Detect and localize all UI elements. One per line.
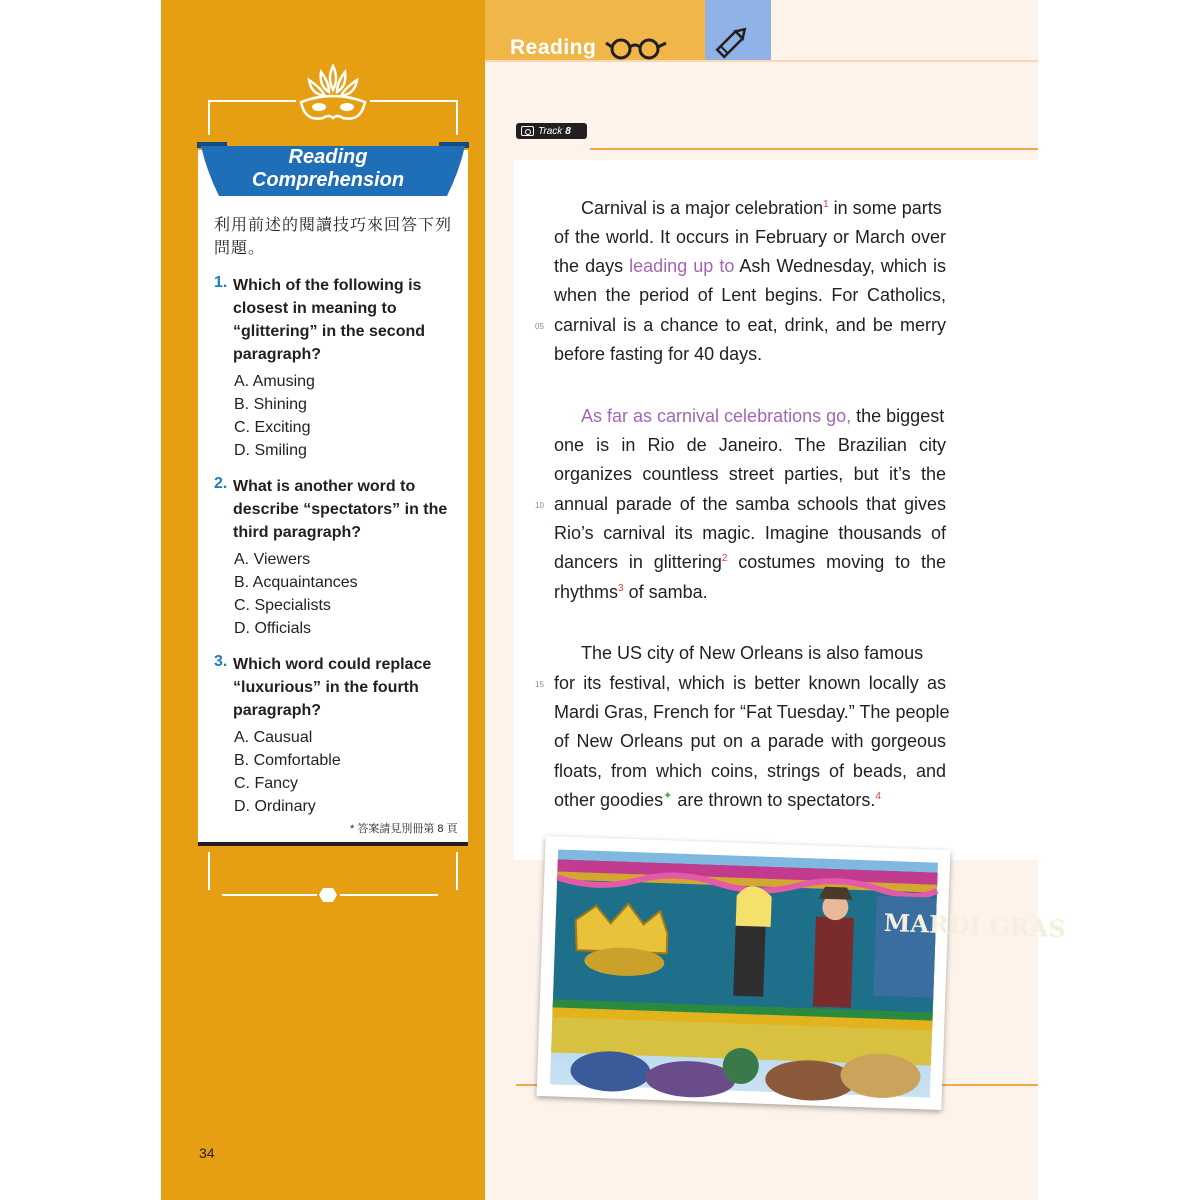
- frame-line: [456, 852, 458, 890]
- instruction-text: 利用前述的閱讀技巧來回答下列問題。: [214, 217, 453, 257]
- frame-line: [208, 100, 210, 135]
- card-bottom-bar: [198, 842, 468, 846]
- p2-line-2: one is in Rio de Janeiro. The Brazilian city: [554, 435, 946, 455]
- question-text: Which word could replace “luxurious” in the fourth paragraph?: [233, 656, 432, 719]
- question-text: What is another word to describe “spectators” in the third paragraph?: [233, 478, 448, 541]
- p1-line-5: carnival is a chance to eat, drink, and be merry: [554, 315, 946, 335]
- banner-title-line-2: Comprehension: [251, 169, 405, 191]
- line-number: 10: [535, 501, 544, 510]
- question-number: 3.: [214, 653, 228, 670]
- option: D. Officials: [234, 620, 312, 637]
- options-list: [234, 726, 341, 818]
- frame-line: [340, 894, 438, 896]
- line-number: 15: [535, 680, 544, 689]
- p1-line-1: Carnival is a major celebration$^1$ in some parts: [581, 198, 942, 218]
- track-number: 8: [565, 125, 571, 137]
- frame-line: [370, 100, 458, 102]
- question-number: 1.: [214, 274, 228, 291]
- p1-line-4: when the period of Lent begins. For Catholics,: [554, 285, 946, 305]
- frame-line: [222, 894, 317, 896]
- p1-line-6: before fasting for 40 days.: [554, 344, 763, 364]
- hexagon-ornament-icon: [318, 887, 338, 903]
- header-divider: [485, 60, 1038, 62]
- option: B. Shining: [234, 396, 307, 413]
- photo-image: [550, 849, 1067, 1097]
- p1-line-3: the days leading up to Ash Wednesday, which is: [554, 256, 947, 276]
- p3-line-3: Mardi Gras, French for “Fat Tuesday.” The people: [554, 702, 950, 722]
- option: C. Exciting: [234, 419, 311, 436]
- p2-line-7: rhythms$^3$ of samba.: [554, 582, 708, 602]
- banner-title-line-1: Reading: [288, 146, 368, 168]
- float-sign-text: MARDI GRAS: [883, 907, 1067, 944]
- question-number: 2.: [214, 475, 228, 492]
- p2-line-1: As far as carnival celebrations go, the biggest: [581, 406, 945, 426]
- mardi-gras-photo: [537, 836, 1067, 1110]
- p3-line-5: floats, from which coins, strings of beads, and: [554, 761, 946, 781]
- option: A. Causual: [234, 729, 313, 746]
- option: B. Comfortable: [234, 752, 341, 769]
- options-list: [234, 370, 315, 462]
- pencil-icon: [712, 24, 752, 60]
- p2-line-5: Rio’s carnival its magic. Imagine thousands of: [554, 523, 946, 543]
- frame-line: [208, 852, 210, 890]
- option: D. Smiling: [234, 442, 307, 459]
- track-label: Track: [538, 125, 563, 137]
- p2-line-3: organizes countless street parties, but it’s the: [554, 464, 946, 484]
- option: A. Viewers: [234, 551, 311, 568]
- option: C. Fancy: [234, 775, 299, 792]
- question-text: Which of the following is closest in meaning to “glittering” in the second paragraph?: [233, 277, 426, 363]
- line-number: 05: [535, 322, 544, 331]
- cd-audio-icon: [521, 126, 534, 136]
- page-number: 34: [199, 1145, 215, 1161]
- option: B. Acquaintances: [234, 574, 358, 591]
- frame-line: [456, 100, 458, 135]
- option: A. Amusing: [234, 373, 315, 390]
- p3-line-4: of New Orleans put on a parade with gorgeous: [554, 731, 946, 751]
- carnival-mask-icon: [293, 62, 373, 132]
- p3-line-6: other goodies✦ are thrown to spectators.$^4$: [554, 790, 881, 810]
- option: C. Specialists: [234, 597, 331, 614]
- p2-line-4: annual parade of the samba schools that gives: [554, 494, 946, 514]
- track-badge[interactable]: [516, 123, 587, 139]
- option: D. Ordinary: [234, 798, 316, 815]
- p3-line-1: The US city of New Orleans is also famous: [581, 643, 924, 663]
- p3-line-2: for its festival, which is better known locally as: [554, 673, 946, 693]
- frame-line: [208, 100, 296, 102]
- glasses-icon: [604, 37, 670, 61]
- section-title: Reading: [510, 36, 597, 59]
- answer-note: * 答案請見別冊第 8 頁: [350, 823, 458, 835]
- options-list: [234, 548, 358, 640]
- p2-line-6: dancers in glittering$^2$ costumes moving to the: [554, 552, 946, 572]
- track-divider: [590, 148, 1038, 150]
- p1-line-2: of the world. It occurs in February or March over: [554, 227, 946, 247]
